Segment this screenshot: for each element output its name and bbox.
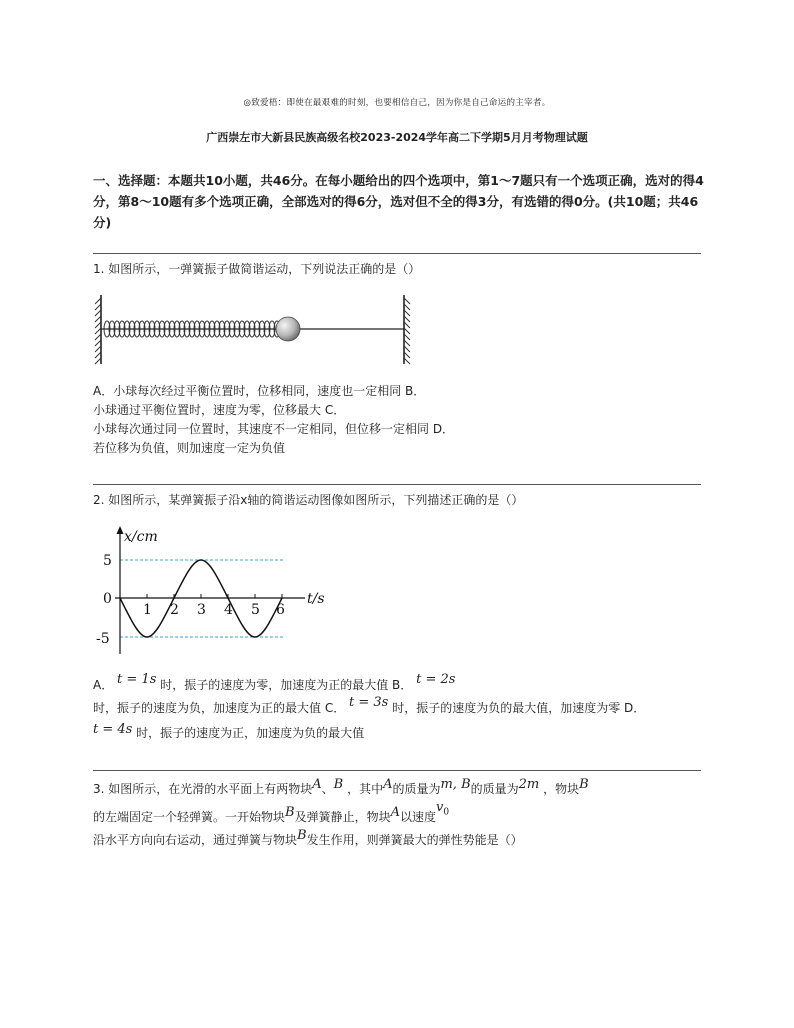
math-symbol: A [390,805,400,820]
q3-text: 的质量为 [470,782,519,796]
math-symbol: A [312,777,322,792]
option-d-text: 时，振子的速度为正，加速度为负的最大值 [136,726,365,740]
option-c-math: t = 3s [349,695,389,710]
math-symbol [436,800,450,818]
question-1-option-line-3: 小球每次通过同一位置时，其速度不一定相同，但位移一定相同 D． [93,422,455,436]
y-tick-label: 5 [103,553,112,569]
q3-text: ，物块 [543,782,580,796]
x-tick-label: 1 [143,602,152,618]
math-symbol: B [285,805,295,820]
math-symbol: 2m [518,777,540,792]
question-2-option-a-line [93,672,456,695]
y-tick-label: -5 [96,631,110,647]
option-d-math: t = 4s [93,722,133,737]
q3-text: 发生作用，则弹簧最大的弹性势能是（） [306,833,523,847]
option-c-text: 时，振子的速度为负的最大值，加速度为零 D． [392,701,646,715]
question-2-option-b-line [93,695,646,718]
x-tick-label: 2 [170,602,179,618]
q3-text: 及弹簧静止，物块 [294,810,391,824]
q3-text: 、 [321,782,334,796]
x-tick-label: 4 [224,602,233,618]
math-symbol: m, B [440,777,471,792]
velocity-subscript: 0 [443,807,450,818]
q3-text: 以速度 [399,810,436,824]
option-b-text: 时，振子的速度为负，加速度为正的最大值 C． [93,701,346,715]
q3-text: 的质量为 [392,782,441,796]
divider-line [93,253,701,254]
divider-line [93,770,701,771]
q3-text: 沿水平方向向右运动，通过弹簧与物块 [93,833,298,847]
question-1-option-line-2: 小球通过平衡位置时，速度为零，位移最大 C． [93,403,346,417]
x-tick-label: 3 [197,602,206,618]
question-2-option-d-line [93,724,364,743]
ball [276,317,300,341]
y-tick-label: 0 [103,591,112,607]
x-axis-label: t/s [307,591,325,607]
spring-oscillator-figure [93,292,418,367]
q3-text: ，其中 [347,782,384,796]
question-3-line-1 [93,777,589,799]
option-b-math: t = 2s [416,672,456,687]
question-1-option-line-4: 若位移为负值，则加速度一定为负值 [93,441,286,455]
question-3-line-2 [93,800,450,833]
shm-graph-figure [93,522,338,660]
option-a-text: 时，振子的速度为零，加速度为正的最大值 B． [160,678,413,692]
section-heading: 一、选择题：本题共10小题，共46分。在每小题给出的四个选项中，第1～7题只有一个选项正确，选对的得4分，第8～10题有多个选项正确，全部选对的得6分，选对但不全的得3分，有选错的得0分。(共10题；共46分) [93,173,704,230]
question-2-stem: 2. 如图所示，某弹簧振子沿x轴的简谐运动图像如图所示，下列描述正确的是（） [93,493,524,507]
option-a-math: t = 1s [117,672,157,687]
divider-line [93,484,701,485]
math-symbol: B [333,777,344,792]
math-symbol: B [297,828,307,843]
x-tick-label: 6 [276,602,285,618]
math-symbol: B [579,777,589,792]
y-axis-label: x/cm [124,529,158,545]
page-title: 广西崇左市大新县民族高级名校2023-2024学年高二下学期5月月考物理试题 [206,131,588,144]
question-1-option-line-1: A．小球每次经过平衡位置时，位移相同，速度也一定相同 B． [93,384,426,398]
option-a-prefix: A． [93,678,114,692]
q3-text: 3. 如图所示，在光滑的水平面上有两物块 [93,782,313,796]
q3-text: 的左端固定一个轻弹簧。一开始物块 [93,810,286,824]
question-1-stem: 1. 如图所示，一弹簧振子做简谐运动，下列说法正确的是（） [93,262,421,276]
math-symbol: A [383,777,393,792]
question-3-line-3 [93,828,523,850]
motto-line: ◎致爱梧：即使在最艰难的时刻，也要相信自己，因为你是自己命运的主宰者。 [243,98,551,108]
velocity-symbol: v [436,800,444,815]
x-tick-label: 5 [251,602,260,618]
